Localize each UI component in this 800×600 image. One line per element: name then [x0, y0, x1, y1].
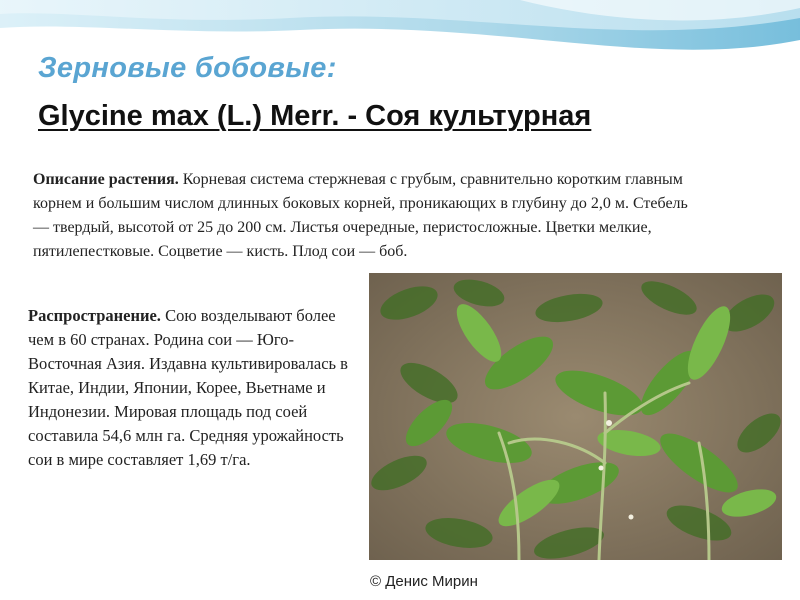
slide-subtitle: Зерновые бобовые: [38, 52, 337, 84]
slide-title: Glycine max (L.) Merr. - Соя культурная [38, 100, 592, 132]
distribution-paragraph [28, 304, 353, 472]
description-text: Корневая система стержневая с грубым, сравнительно коротким главным корнем и большим числом длинных боковых корней, проникающих в глубину до 2,0 м. Стебель — твердый, высотой от 25 до 200 см. Листья очередные, перистосложные. Цветки мелкие, пятилепестковые. Соцветие — кисть. Плод сои — боб. [33, 171, 688, 260]
copyright-credit: © Денис Мирин [370, 573, 478, 590]
soybean-field-photo [369, 273, 782, 560]
description-lead: Описание растения. [33, 171, 179, 188]
distribution-lead: Распространение. [28, 306, 161, 325]
distribution-text: Сою возделывают более чем в 60 странах. Родина сои — Юго-Восточная Азия. Издавна культивировалась в Китае, Индии, Японии, Корее, Вьетнаме и Индонезии. Мировая площадь под соей составила 54,6 млн га. Средняя урожайность сои в мире составляет 1,69 т/га. [28, 306, 348, 469]
description-paragraph [33, 168, 693, 264]
